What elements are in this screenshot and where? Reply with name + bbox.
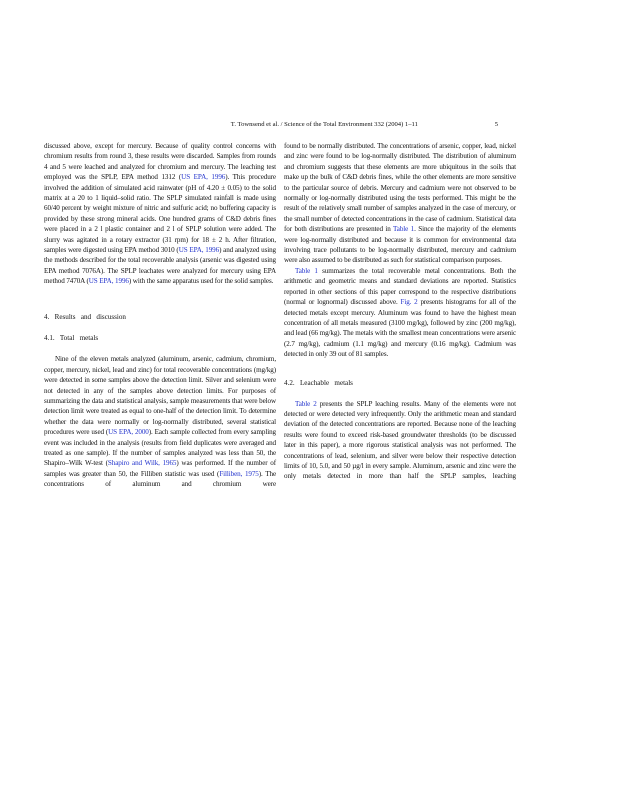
citation-link[interactable]: Filliben, 1975 <box>219 469 259 478</box>
paragraph-leachable-metals: Table 2 presents the SPLP leaching results. Many of the elements were not detected or were detected very infrequently. Only the arithmetic mean and standard deviation of the detected concentrations are reported. Because none of the leaching results were found to exceed risk-based groundwater thresholds (to be discussed later in this paper), a more rigorous statistical analysis was not performed. The concentrations of lead, selenium, and silver were below their respective detection limits of 10, 5.0, and 50 µg/l in every sample. Aluminum, arsenic and zinc were the only metals detected in more than half the SPLP samples, leaching <box>284 399 516 481</box>
paragraph-distributions: found to be normally distributed. The concentrations of arsenic, copper, lead, nickel and zinc were found to be log-normally distributed. The distribution of aluminum and chromium suggests that these elements are more ubiquitous in the soils that make up the bulk of C&D debris fines, while the other elements are more sensitive to the particular source of debris. Mercury and cadmium were not observed to be normally or log-normally distributed using the tests performed. This might be the result of the relatively small number of samples analyzed in the case of mercury, or the small number of detected concentrations in the case of cadmium. Statistical data for both distributions are presented in Table 1. Since the majority of the elements were log-normally distributed and because it is common for environmental data involving trace pollutants to be log-normally distributed, mercury and cadmium were also assumed to be distributed as such for statistical comparison purposes. <box>284 142 516 265</box>
citation-link[interactable]: US EPA, 2000 <box>108 428 149 437</box>
citation-link[interactable]: Shapiro and Wilk, 1965 <box>107 459 177 468</box>
citation-link[interactable]: Table 1 <box>393 225 415 234</box>
citation-link[interactable]: Table 2 <box>295 399 317 408</box>
subsection-heading-leachable-metals: 4.2. Leachable metals <box>284 378 353 387</box>
right-column <box>284 141 516 482</box>
citation-link[interactable]: US EPA, 1996 <box>178 246 220 255</box>
citation-link[interactable]: US EPA, 1996 <box>181 173 226 182</box>
citation-link[interactable]: US EPA, 1996 <box>88 277 129 286</box>
section-heading: 4. Results and discussion <box>44 313 126 322</box>
citation-link[interactable]: Table 1 <box>295 266 318 275</box>
running-title: T. Townsend et al. / Science of the Total Environment 332 (2004) 1–11 <box>230 121 418 128</box>
left-column <box>44 141 276 490</box>
paragraph-total-metals: Nine of the eleven metals analyzed (aluminum, arsenic, cadmium, chromium, copper, mercury, nickel, lead and zinc) for total recoverable concentrations (mg/kg) were detected in some samples above the detection limit. Silver and selenium were not detected in any of the samples above detection limits. For purposes of summarizing the data and statistical analysis, sample measurements that were below detection limit were treated as equal to one-half of the detection limit. To determine whether the data were normally or log-normally distributed, several statistical procedures were used (US EPA, 2000). Each sample collected from every sampling event was included in the analysis (results from field duplicates were averaged and treated as one sample). If the number of samples analyzed was less than 50, the Shapiro–Wilk W-test (Shapiro and Wilk, 1965) was performed. If the number of samples was greater than 50, the Filliben statistic was used (Filliben, 1975). The concentrations of aluminum and chromium were <box>44 355 276 489</box>
citation-link[interactable]: Fig. 2 <box>400 298 418 307</box>
page-number: 5 <box>494 121 498 128</box>
paragraph-table1-summary: Table 1 summarizes the total recoverable metal concentrations. Both the arithmetic and geometric means and standard deviations are reported. Statistics reported in other sections of this paper correspond to the respective distributions (normal or lognormal) discussed above. Fig. 2 presents histograms for all of the detected metals except mercury. Aluminum was found to have the highest mean concentration of all metals measured (3100 mg/kg), followed by zinc (200 mg/kg), and lead (66 mg/kg). The metals with the smallest mean concentrations were arsenic (2.7 mg/kg), cadmium (1.1 mg/kg) and mercury (0.16 mg/kg). Cadmium was detected in only 39 out of 81 samples. <box>284 266 516 359</box>
paragraph-methods: discussed above, except for mercury. Because of quality control concerns with chromium results from round 3, these results were discarded. Samples from rounds 4 and 5 were leached and analyzed for chromium and mercury. The leaching test employed was the SPLP, EPA method 1312 (US EPA, 1996). This procedure involved the addition of simulated acid rainwater (pH of 4.20 ± 0.05) to the solid matrix at a 20 to 1 liquid–solid ratio. The SPLP simulated rainfall is made using 60/40 percent by weight mixture of nitric and sulfuric acid; no buffering capacity is provided by these strong mineral acids. One hundred grams of C&D debris fines were placed in a 2 l plastic container and 2 l of SPLP solution were added. The slurry was agitated in a rotary extractor (31 rpm) for 18 ± 2 h. After filtration, samples were digested using EPA method 3010 (US EPA, 1996) and analyzed using the methods described for the total recoverable analysis (arsenic was digested using EPA method 7076A). The SPLP leachates were analyzed for mercury using EPA method 7470A (US EPA, 1996) with the same apparatus used for the solid samples. <box>44 142 276 286</box>
running-header <box>160 121 498 128</box>
subsection-heading-total-metals: 4.1. Total metals <box>44 334 99 343</box>
